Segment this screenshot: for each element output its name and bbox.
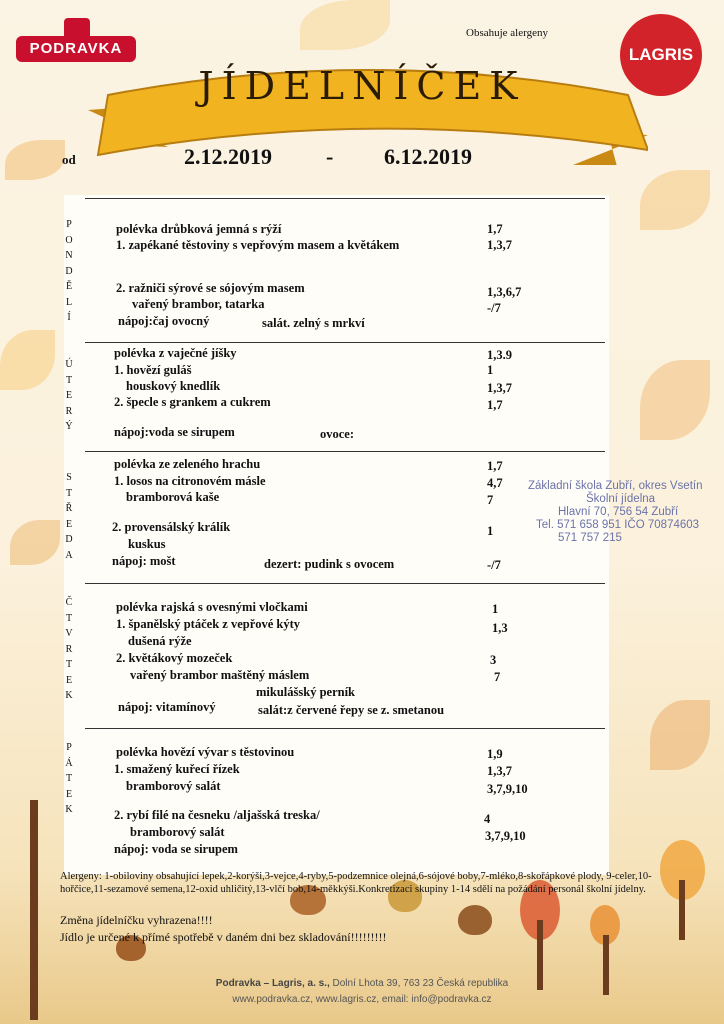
tree-trunk: [679, 880, 685, 940]
menu-item: 1. smažený kuřecí řízek: [114, 762, 240, 776]
podravka-logo: PODRAVKA: [16, 36, 136, 62]
allergen-codes: 1,7: [487, 222, 503, 236]
allergen-codes: -/7: [487, 558, 501, 572]
drink: nápoj: voda se sirupem: [114, 842, 238, 856]
lagris-logo: LAGRIS: [620, 14, 702, 96]
decorative-leaf: [10, 520, 60, 565]
bird-illustration: [458, 905, 492, 935]
menu-item: kuskus: [128, 537, 166, 551]
divider: [85, 583, 605, 584]
allergen-codes: 1: [487, 524, 494, 538]
allergen-codes: 4: [484, 812, 491, 826]
drink: nápoj: vitamínový: [118, 700, 216, 714]
menu-item: bramborový salát: [126, 779, 221, 793]
menu-item: vařený brambor, tatarka: [132, 297, 265, 311]
stamp-line: Hlavní 70, 756 54 Zubří: [558, 506, 679, 518]
date-from: 2.12.2019: [184, 144, 272, 169]
menu-item: 1. hovězí guláš: [114, 363, 192, 377]
menu-item: polévka rajská s ovesnými vločkami: [116, 600, 308, 614]
footer-address: [0, 978, 724, 989]
drink: nápoj: mošt: [112, 554, 176, 568]
menu-item: 2. špecle s grankem a cukrem: [114, 395, 271, 409]
stamp-line: Tel. 571 658 951 IČO 70874603: [536, 519, 700, 531]
allergen-codes: 1: [492, 602, 499, 616]
podravka-logo-icon: [64, 18, 90, 38]
school-stamp: [528, 480, 703, 545]
date-separator: -: [326, 144, 334, 169]
footer-address-text: Dolní Lhota 39, 763 23 Česká republika: [329, 978, 509, 989]
menu-item: 1. zapékané těstoviny s vepřovým masem a květákem: [116, 238, 400, 252]
day-label-monday: P O N D Ě L Í: [65, 219, 73, 323]
menu-item: bramborový salát: [130, 825, 225, 839]
allergen-note: Obsahuje alergeny: [466, 27, 548, 39]
date-from-label: od: [62, 152, 76, 167]
menu-item: 2. ražniči sýrové se sójovým masem: [116, 281, 305, 295]
page-title: JÍDELNÍČEK: [198, 64, 526, 108]
allergen-codes: 7: [494, 670, 501, 684]
decorative-leaf: [650, 700, 710, 770]
consumption-warning: Jídlo je určené k přímé spotřebě v daném dni bez skladování!!!!!!!!!: [60, 930, 387, 944]
allergen-codes: 3: [490, 653, 497, 667]
menu-item: 2. provensálský králík: [112, 520, 231, 534]
menu-item: vařený brambor maštěný máslem: [130, 668, 310, 682]
day-label-tuesday: Ú T E R Ý: [65, 359, 73, 432]
decorative-leaf: [640, 360, 710, 440]
allergen-legend: Alergeny: 1-obiloviny obsahující lepek,2-korýši,3-vejce,4-ryby,5-podzemnice olejná,6-sójové boby,7-mléko,8-skořápkové plody, 9-celer,10-hořčice,11-sezamové semena,12-oxid uhličitý,13-vlčí bob,14-měkkýši.Konkretizaci skupiny 1-14 sdělí na požádání personál školní jídelny.: [60, 871, 652, 895]
fruit: ovoce:: [320, 427, 355, 441]
drink: nápoj:voda se sirupem: [114, 425, 235, 439]
allergen-codes: 1,3,7: [487, 238, 512, 252]
allergen-codes: 1,3: [492, 621, 508, 635]
allergen-codes: 3,7,9,10: [485, 829, 526, 843]
date-to: 6.12.2019: [384, 144, 472, 169]
day-label-thursday: Č T V R T E K: [65, 597, 73, 701]
salad: salát:z červené řepy se z. smetanou: [258, 703, 445, 717]
divider: [85, 451, 605, 452]
day-label-wednesday: S T Ř E D A: [65, 472, 73, 561]
menu-item: dušená rýže: [128, 634, 192, 648]
allergen-codes: 1,3,6,7: [487, 285, 522, 299]
menu-item: 2. květákový mozeček: [116, 651, 233, 665]
footer-web: www.podravka.cz, www.lagris.cz, email: info@podravka.cz: [232, 994, 492, 1005]
salad: salát. zelný s mrkví: [262, 316, 365, 330]
allergen-codes: -/7: [487, 301, 501, 315]
menu-item: polévka drůbková jemná s rýží: [116, 222, 282, 236]
menu-item: polévka z vaječné jíšky: [114, 346, 237, 360]
allergen-codes: 1,3.9: [487, 348, 512, 362]
allergen-codes: 1,7: [487, 398, 503, 412]
menu-item: houskový knedlík: [126, 379, 221, 393]
stamp-line: Základní škola Zubří, okres Vsetín: [528, 480, 703, 492]
decorative-leaf: [640, 170, 710, 230]
footer-company: Podravka – Lagris, a. s.,: [215, 978, 330, 989]
allergen-codes: 7: [487, 493, 494, 507]
stamp-line: 571 757 215: [558, 532, 622, 544]
decorative-leaf: [300, 0, 390, 50]
menu-item: mikulášský perník: [256, 685, 355, 699]
allergen-codes: 4,7: [487, 476, 503, 490]
allergen-codes: 1,9: [487, 747, 503, 761]
divider: [85, 342, 605, 343]
menu-item: 2. rybí filé na česneku /aljašská treska/: [114, 808, 320, 822]
allergen-codes: 1,7: [487, 459, 503, 473]
allergen-codes: 3,7,9,10: [487, 782, 528, 796]
menu-item: polévka ze zeleného hrachu: [114, 457, 261, 471]
allergen-codes: 1,3,7: [487, 381, 512, 395]
decorative-leaf: [0, 330, 55, 390]
allergen-codes: 1: [487, 363, 494, 377]
divider: [85, 728, 605, 729]
menu-item: 1. španělský ptáček z vepřové kýty: [116, 617, 301, 631]
stamp-line: Školní jídelna: [586, 493, 656, 505]
dessert: dezert: pudink s ovocem: [264, 557, 395, 571]
allergen-codes: 1,3,7: [487, 764, 512, 778]
menu-item: polévka hovězí vývar s těstovinou: [116, 745, 295, 759]
menu-item: bramborová kaše: [126, 490, 220, 504]
drink: nápoj:čaj ovocný: [118, 314, 210, 328]
divider: [85, 198, 605, 199]
day-label-friday: P Á T E K: [65, 742, 73, 815]
menu-item: 1. losos na citronovém másle: [114, 474, 266, 488]
change-warning: Změna jídelníčku vyhrazena!!!!: [60, 913, 213, 927]
decorative-leaf: [5, 140, 65, 180]
